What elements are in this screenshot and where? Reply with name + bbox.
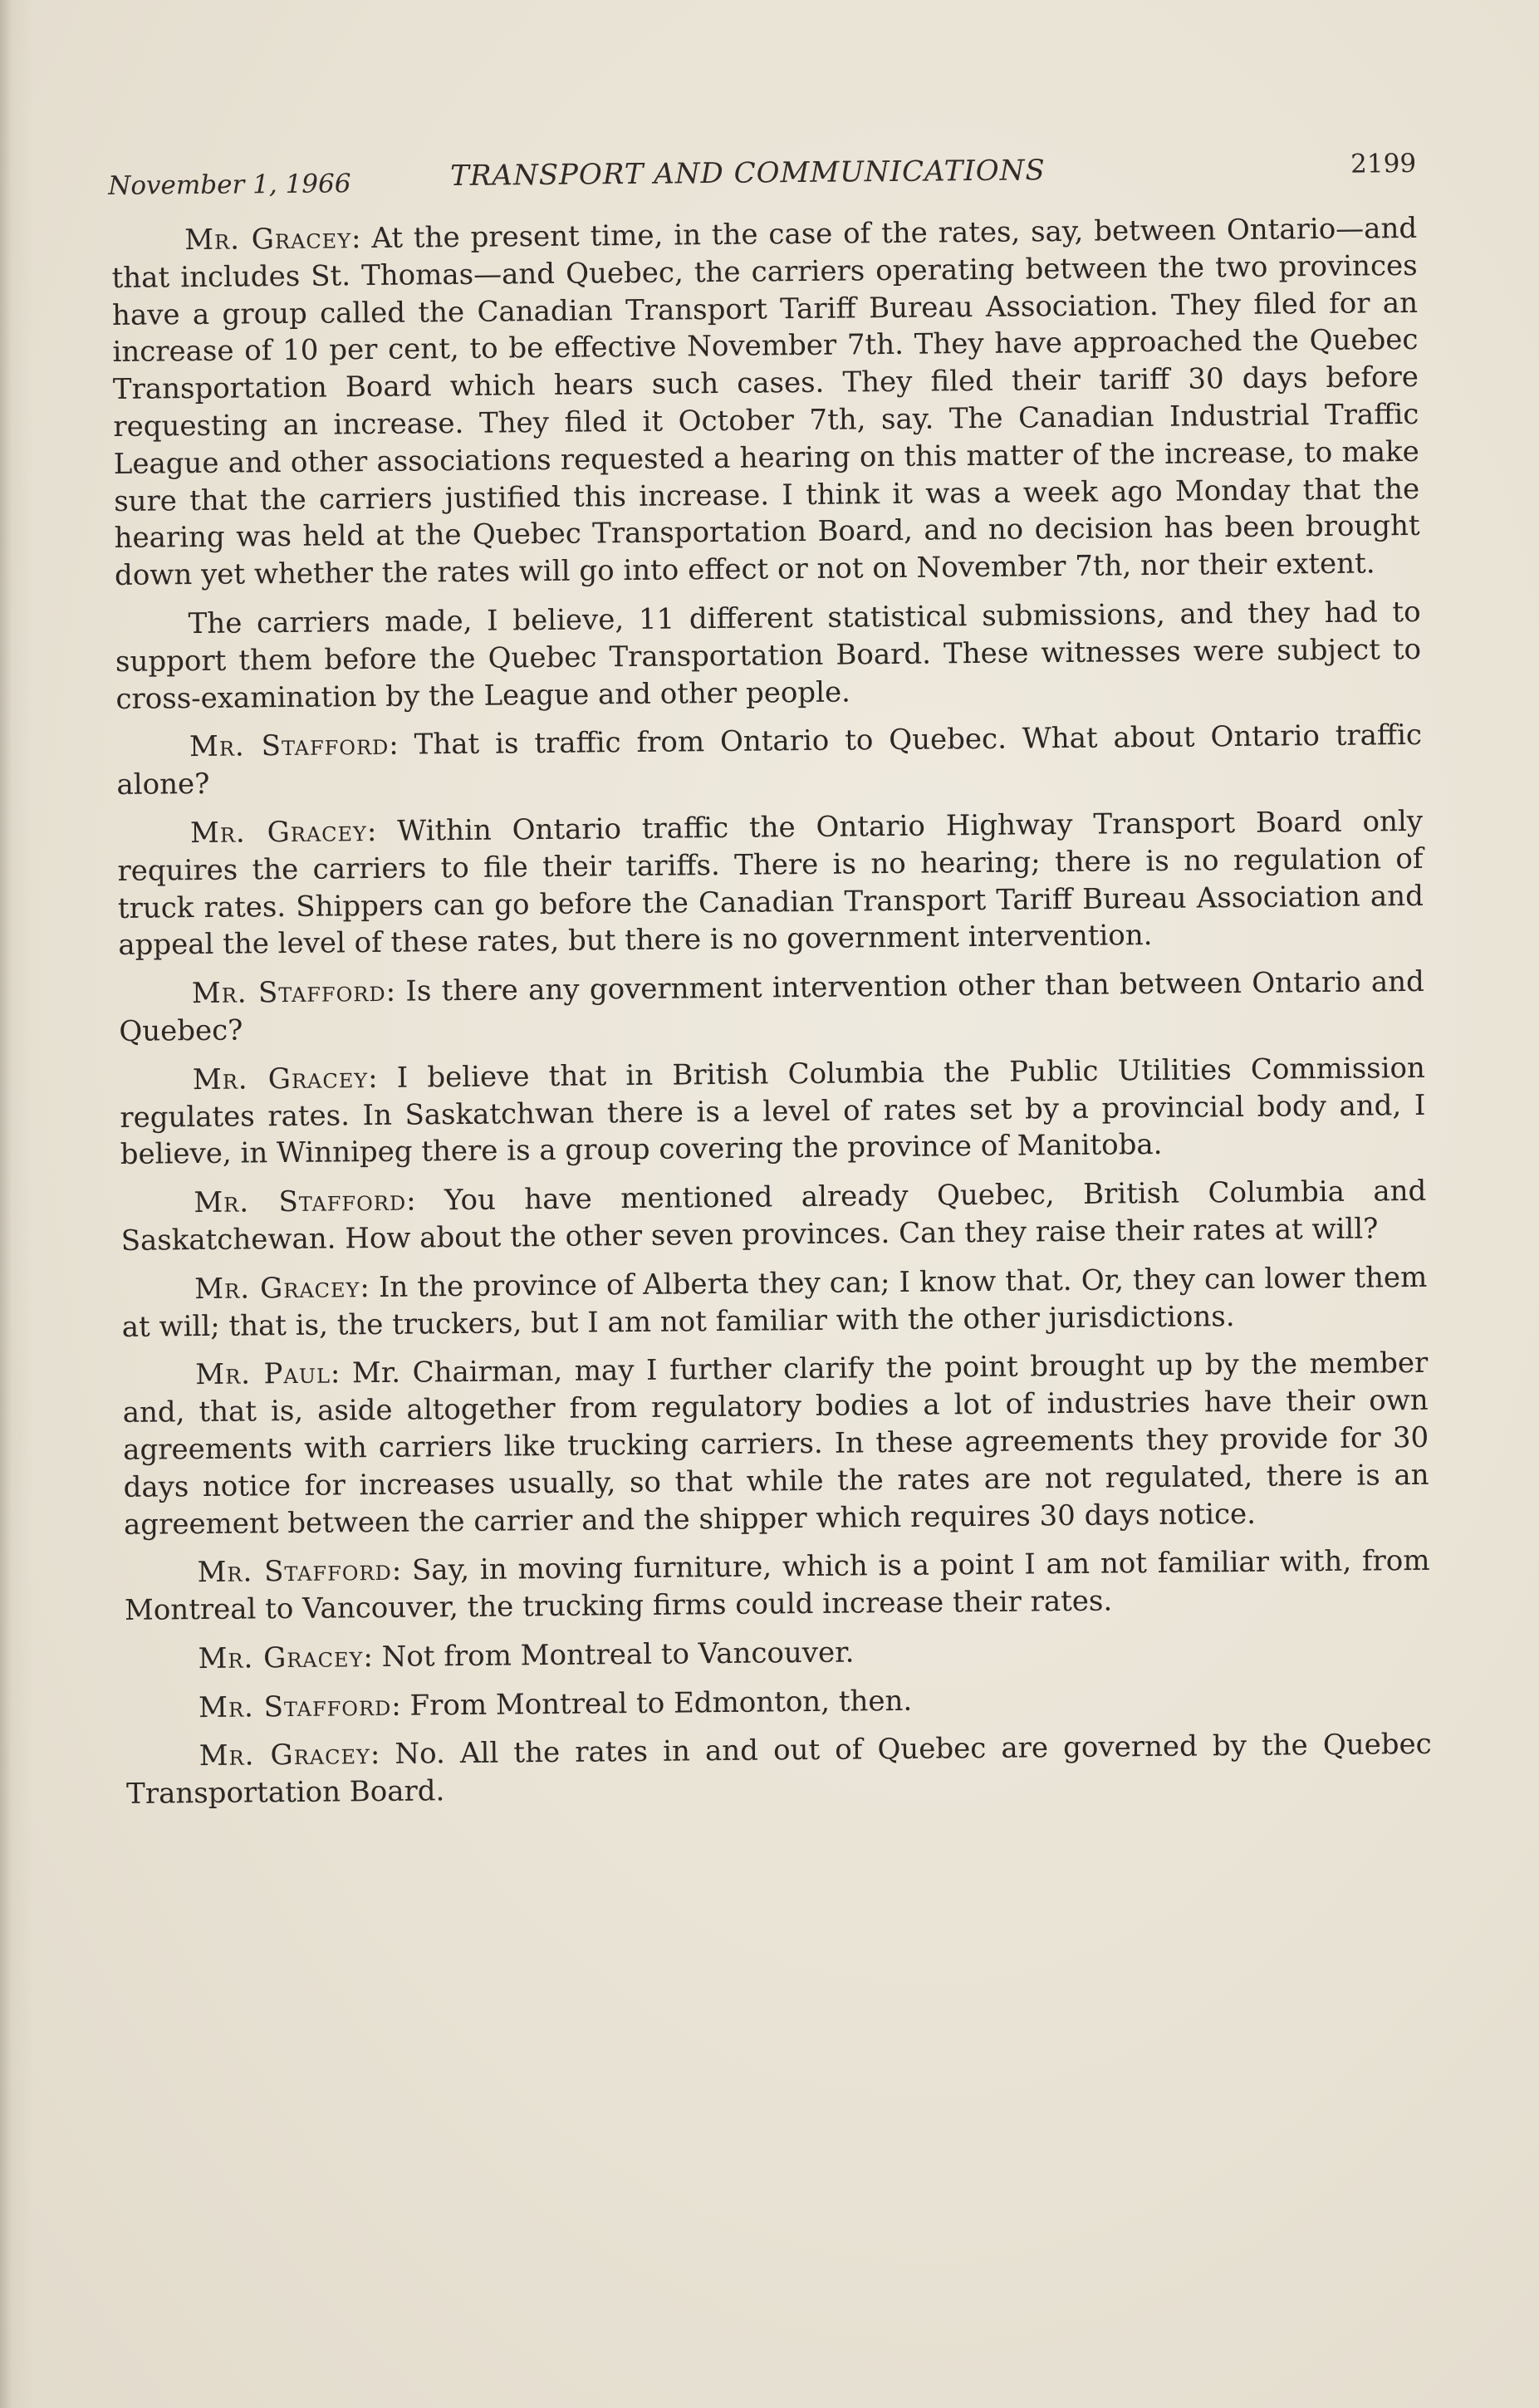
speaker-name: Mr. Stafford [191, 975, 386, 1011]
page-header [108, 150, 1417, 213]
speech-paragraph: Mr. Stafford: From Montreal to Edmonton, then. [198, 1684, 913, 1724]
speaker-name: Mr. Stafford [198, 1689, 392, 1724]
speech-paragraph: Mr. Gracey: I believe that in British Columbia the Public Utilities Commission regulates rates. In Saskatchwan there is a level of rates set by a provincial body and, I believe, in Winnipeg there is a group covering the province of Manitoba. [120, 1051, 1426, 1172]
speech-text: No. All the rates in and out of Quebec are governed by the Quebec Transportation Board. [125, 1728, 1432, 1812]
speaker-name: Mr. Gracey [192, 1061, 369, 1096]
header-date: November 1, 1966 [108, 169, 351, 201]
transcript-body [111, 210, 1432, 1825]
speech-text: I believe that in British Columbia the Public Utilities Commission regulates rates. In Saskatchwan there is a level of rates set by a provincial body and, I believe, in Winnipeg there is a group covering the province of Manitoba. [120, 1051, 1426, 1172]
speech-paragraph: Mr. Gracey: Within Ontario traffic the Ontario Highway Transport Board only requires the carriers to file their tariffs. There is no hearing; there is no regulation of truck rates. Shippers can go before the Canadian Transport Tariff Bureau Association and appeal the level of these rates, but there is no government intervention. [117, 804, 1424, 963]
speech-text: Mr. Chairman, may I further clarify the point brought up by the member and, that is, aside altogether from regulatory bodies a lot of industries have their own agreements with carriers like trucking carriers. In these agreements they provide for 30 days notice for increases usually, so that while the rates are not regulated, there is an agreement between the carrier and the shipper which requires 30 days notice. [122, 1346, 1429, 1542]
speaker-name: Mr. Stafford [194, 1184, 407, 1220]
page-number: 2199 [1350, 148, 1417, 179]
speech-paragraph: Mr. Gracey: In the province of Alberta they can; I know that. Or, they can lower them at will; that is, the truckers, but I am not familiar with the other jurisdictions. [121, 1260, 1428, 1344]
speech-text: You have mentioned already Quebec, British Columbia and Saskatchewan. How about the other seven provinces. Can they raise their rates at will? [120, 1174, 1427, 1258]
speech-text: Not from Montreal to Vancouver. [381, 1636, 855, 1674]
speech-text: Within Ontario traffic the Ontario Highway Transport Board only requires the carriers to file their tariffs. There is no hearing; there is no regulation of truck rates. Shippers can go before the Canadian Transport Tariff Bureau Association and appeal the level of these rates, but there is no government intervention. [117, 804, 1424, 963]
speech-paragraph: Mr. Stafford: That is traffic from Ontario to Quebec. What about Ontario traffic alone? [116, 718, 1423, 802]
speech-paragraph: Mr. Stafford: Say, in moving furniture, which is a point I am not familiar with, from Montreal to Vancouver, the trucking firms could increase their rates. [124, 1544, 1430, 1628]
speech-text: From Montreal to Edmonton, then. [409, 1684, 913, 1723]
speech-paragraph: Mr. Stafford: Is there any government intervention other than between Ontario and Quebec? [119, 965, 1425, 1048]
speech-text: Is there any government intervention other than between Ontario and Quebec? [119, 965, 1425, 1048]
speech-paragraph [115, 594, 1421, 718]
speech-paragraph: Mr. Stafford: You have mentioned already Quebec, British Columbia and Saskatchewan. How about the other seven provinces. Can they raise their rates at will? [120, 1174, 1427, 1258]
speaker-name: Mr. Paul [195, 1356, 331, 1392]
speech-text: Say, in moving furniture, which is a point I am not familiar with, from Montreal to Vancouver, the trucking firms could increase their rates. [124, 1544, 1430, 1628]
speech-paragraph: Mr. Gracey: No. All the rates in and out of Quebec are governed by the Quebec Transportation Board. [125, 1728, 1432, 1812]
speech-paragraph: Mr. Paul: Mr. Chairman, may I further clarify the point brought up by the member and, that is, aside altogether from regulatory bodies a lot of industries have their own agreements with carriers like trucking carriers. In these agreements they provide for 30 days notice for increases usually, so that while the rates are not regulated, there is an agreement between the carrier and the shipper which requires 30 days notice. [122, 1346, 1429, 1542]
speech-paragraph: Mr. Gracey: Not from Montreal to Vancouver. [198, 1636, 855, 1675]
speaker-name: Mr. Stafford [189, 728, 390, 764]
speech-text: At the present time, in the case of the rates, say, between Ontario—and that includes St. Thomas—and Quebec, the carriers operating between the two provinces have a group called the Canadian Transport Tariff Bureau Association. They filed for an increase of 10 per cent, to be effective November 7th. They have approached the Quebec Transportation Board which hears such cases. They filed their tariff 30 days before requesting an increase. They filed it October 7th, say. The Canadian Industrial Traffic League and other associations requested a hearing on this matter of the increase, to make sure that the carriers justified this increase. I think it was a week ago Monday that the hearing was held at the Quebec Transportation Board, and no decision has been brought down yet whether the rates will go into effect or not on November 7th, nor their extent. [111, 211, 1420, 593]
speaker-name: Mr. Gracey [198, 1640, 364, 1675]
speaker-name: Mr. Gracey [189, 815, 368, 851]
speaker-name: Mr. Gracey [199, 1738, 371, 1773]
speech-paragraph: Mr. Gracey: At the present time, in the case of the rates, say, between Ontario—and that includes St. Thomas—and Quebec, the carriers operating between the two provinces have a group called the Canadian Transport Tariff Bureau Association. They filed for an increase of 10 per cent, to be effective November 7th. They have approached the Quebec Transportation Board which hears such cases. They filed their tariff 30 days before requesting an increase. They filed it October 7th, say. The Canadian Industrial Traffic League and other associations requested a hearing on this matter of the increase, to make sure that the carriers justified this increase. I think it was a week ago Monday that the hearing was held at the Quebec Transportation Board, and no decision has been brought down yet whether the rates will go into effect or not on November 7th, nor their extent. [111, 211, 1420, 593]
speech-text: The carriers made, I believe, 11 different statistical submissions, and they had to support them before the Quebec Transportation Board. These witnesses were subject to cross-examination by the League and other people. [115, 595, 1422, 716]
speech-text: In the province of Alberta they can; I know that. Or, they can lower them at will; that is, the truckers, but I am not familiar with the other jurisdictions. [121, 1260, 1428, 1344]
header-title: TRANSPORT AND COMMUNICATIONS [449, 154, 1046, 194]
speaker-name: Mr. Gracey [194, 1270, 360, 1306]
speech-text: That is traffic from Ontario to Quebec. What about Ontario traffic alone? [116, 718, 1423, 802]
speaker-name: Mr. Gracey [184, 222, 352, 257]
speaker-name: Mr. Stafford [197, 1554, 392, 1590]
